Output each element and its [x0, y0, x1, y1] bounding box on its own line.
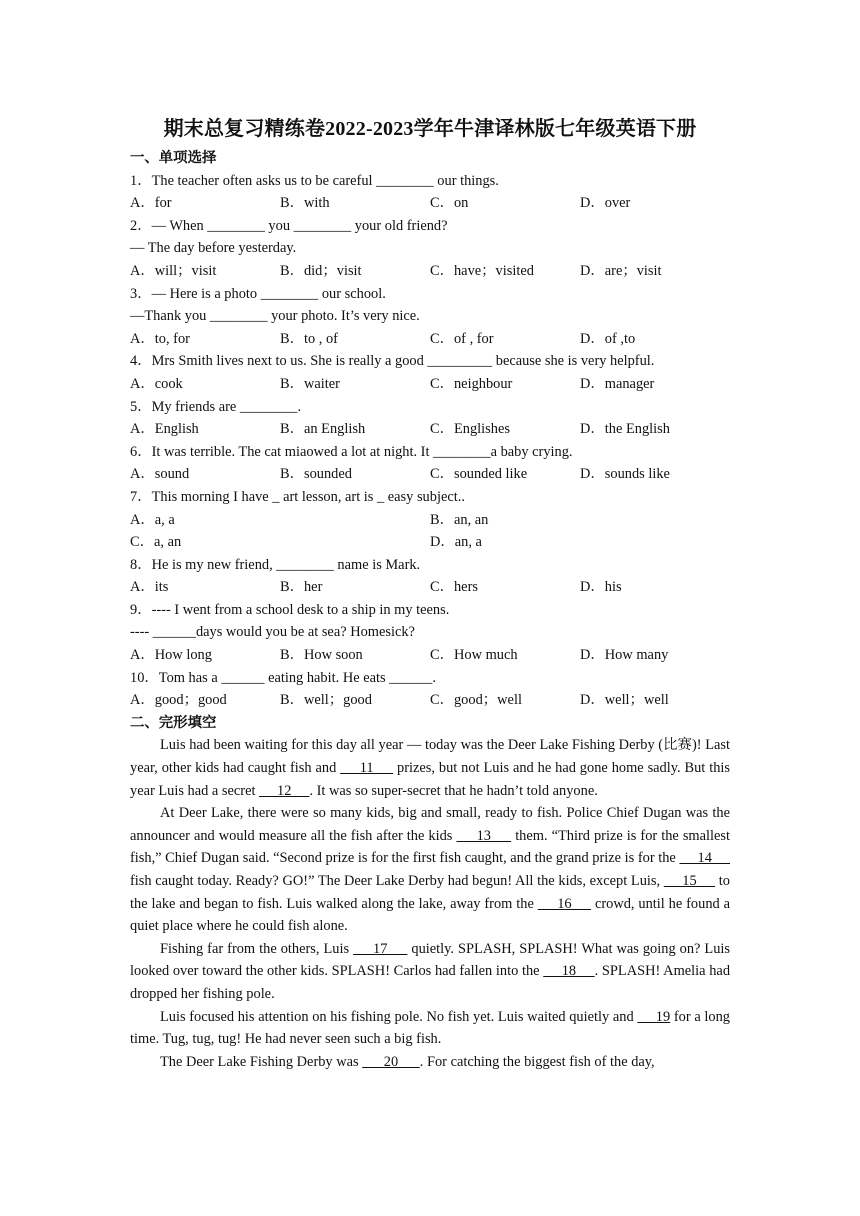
answer-option[interactable]: B．did；visit [280, 262, 362, 279]
passage-text: Luis had been waiting for this day all year — today was the Deer Lake Fishing Derby (比赛)! Last year, other kids had caught fish and [130, 737, 730, 777]
answer-option[interactable]: C．Englishes [430, 421, 510, 438]
passage-text: crowd, until he found a quiet place where he could fish alone. [130, 895, 730, 935]
passage-text: Fishing far from the others, Luis [160, 940, 354, 957]
answer-option[interactable]: A．will；visit [130, 262, 217, 279]
answer-option[interactable]: B．an, an [430, 511, 489, 528]
question-stem: 2．— When ________ you ________ your old friend? [130, 217, 448, 234]
answer-option[interactable]: D．the English [580, 421, 670, 438]
question-stem: 5．My friends are ________. [130, 398, 302, 415]
answer-options [130, 509, 730, 554]
answer-option[interactable]: B．her [280, 579, 323, 596]
passage-text: . For catching the biggest fish of the day, [419, 1053, 655, 1070]
answer-option[interactable]: A．How long [130, 647, 212, 664]
answer-options [130, 373, 730, 396]
question-list [130, 170, 730, 712]
answer-options [130, 576, 730, 599]
answer-option[interactable]: B．sounded [280, 466, 352, 483]
answer-option[interactable]: B．to , of [280, 330, 338, 347]
passage-paragraph [130, 802, 730, 938]
cloze-blank[interactable]: 14 [679, 850, 730, 867]
question [130, 350, 730, 395]
question-stem: 6．It was terrible. The cat miaowed a lot at night. It ________a baby crying. [130, 443, 573, 460]
cloze-blank[interactable]: 15 [663, 873, 716, 889]
answer-option[interactable]: D．manager [580, 375, 655, 392]
question [130, 215, 730, 283]
cloze-blank[interactable]: 16 [537, 895, 592, 912]
question-stem: 8．He is my new friend, ________ name is Mark. [130, 556, 421, 573]
answer-option[interactable]: A．its [130, 579, 169, 596]
answer-option[interactable]: B．an English [280, 421, 366, 438]
answer-option[interactable]: B．How soon [280, 647, 363, 664]
passage-text: to the lake and began to fish. Luis walked along the lake, away from the [130, 873, 730, 912]
answer-option[interactable]: C．on [430, 195, 469, 212]
passage-text: them. “Third prize is for the smallest fish,” Chief Dugan said. “Second prize is for the first fish caught, and the grand prize is for the [130, 827, 730, 867]
answer-option[interactable]: C．How much [430, 647, 518, 664]
answer-option[interactable]: C．good；well [430, 692, 522, 709]
section-heading-cloze: 二、完形填空 [130, 714, 217, 731]
passage-text: Luis focused his attention on his fishing pole. No fish yet. Luis waited quietly and [160, 1008, 638, 1025]
cloze-blank[interactable]: 19 [637, 1008, 671, 1025]
question-stem: 4．Mrs Smith lives next to us. She is really a good _________ because she is very helpful. [130, 353, 655, 370]
answer-option[interactable]: C．a, an [130, 534, 182, 551]
question-stem: 7．This morning I have _ art lesson, art is _ easy subject.. [130, 488, 465, 505]
answer-option[interactable]: D．of ,to [580, 330, 636, 347]
passage-paragraph [130, 938, 730, 1006]
question-stem: 1．The teacher often asks us to be careful ________ our things. [130, 172, 499, 189]
answer-option[interactable]: A．English [130, 421, 199, 438]
answer-option[interactable]: C．have；visited [430, 262, 534, 279]
answer-option[interactable]: D．sounds like [580, 466, 670, 483]
passage-text: . It was so super-secret that he hadn’t told anyone. [309, 782, 598, 799]
answer-option[interactable]: A．good；good [130, 692, 227, 709]
answer-option[interactable]: D．How many [580, 647, 669, 664]
question-stem: 3．— Here is a photo ________ our school. [130, 285, 386, 302]
cloze-blank[interactable]: 13 [456, 827, 512, 844]
cloze-blank[interactable]: 20 [362, 1053, 420, 1070]
answer-option[interactable]: B．waiter [280, 375, 340, 392]
answer-option[interactable]: A．to, for [130, 330, 190, 347]
passage-text: prizes, but not Luis and he had gone home sadly. But this year Luis had a secret [130, 760, 730, 799]
question-dialogue-line: — The day before yesterday. [130, 240, 297, 257]
answer-options [130, 192, 730, 215]
answer-option[interactable]: A．for [130, 195, 172, 212]
cloze-blank[interactable]: 17 [353, 940, 408, 957]
answer-options [130, 463, 730, 486]
cloze-blank[interactable]: 11 [340, 760, 394, 777]
answer-options [130, 328, 730, 351]
question [130, 283, 730, 351]
passage-paragraph [130, 734, 730, 802]
answer-options [130, 644, 730, 667]
answer-option[interactable]: C．of , for [430, 330, 494, 347]
passage-paragraph [130, 1051, 730, 1074]
passage-text: At Deer Lake, there were so many kids, big and small, ready to fish. Police Chief Dugan was the announcer and would measure all the fish after the kids [130, 805, 730, 844]
question-dialogue-line: ---- ______days would you be at sea? Homesick? [130, 624, 415, 641]
answer-option[interactable]: C．neighbour [430, 375, 513, 392]
passage-text: fish caught today. Ready? GO!” The Deer Lake Derby had begun! All the kids, except Luis, [130, 873, 664, 889]
answer-option[interactable]: D．over [580, 195, 631, 212]
question-stem: 9．---- I went from a school desk to a ship in my teens. [130, 601, 450, 618]
passage-text: quietly. SPLASH, SPLASH! What was going on? Luis looked over toward the other kids. SPLASH! Carlos had fallen into the [130, 940, 730, 980]
question [130, 396, 730, 441]
cloze-blank[interactable]: 18 [543, 963, 595, 980]
question-stem: 10．Tom has a ______ eating habit. He eats ______. [130, 669, 436, 686]
answer-option[interactable]: D．well；well [580, 692, 669, 709]
answer-option[interactable]: B．well；good [280, 692, 372, 709]
answer-option[interactable]: D．his [580, 579, 622, 596]
passage-paragraph [130, 1006, 730, 1051]
passage-text: for a long time. Tug, tug, tug! He had never seen such a big fish. [130, 1008, 730, 1048]
cloze-passage [130, 734, 730, 1073]
page-title: 期末总复习精练卷2022-2023学年牛津译林版七年级英语下册 [163, 118, 697, 140]
answer-options [130, 689, 730, 712]
question [130, 667, 730, 712]
answer-options [130, 418, 730, 441]
answer-option[interactable]: D．an, a [430, 534, 482, 551]
answer-option[interactable]: C．hers [430, 579, 478, 596]
answer-option[interactable]: C．sounded like [430, 466, 528, 483]
section-heading-multiple-choice: 一、单项选择 [130, 150, 217, 166]
question [130, 599, 730, 667]
passage-text: The Deer Lake Fishing Derby was [160, 1053, 363, 1070]
answer-option[interactable]: B．with [280, 195, 330, 212]
answer-option[interactable]: A．sound [130, 466, 190, 483]
cloze-blank[interactable]: 12 [259, 782, 310, 799]
question [130, 554, 730, 599]
answer-options [130, 260, 730, 283]
answer-option[interactable]: A．a, a [130, 511, 175, 528]
worksheet-page [130, 112, 730, 1073]
answer-option[interactable]: A．cook [130, 375, 183, 392]
passage-text: . SPLASH! Amelia had dropped her fishing pole. [130, 963, 731, 1002]
question [130, 486, 730, 554]
question-dialogue-line: —Thank you ________ your photo. It’s very nice. [130, 308, 420, 325]
question [130, 170, 730, 215]
answer-option[interactable]: D．are；visit [580, 262, 662, 279]
question [130, 441, 730, 486]
